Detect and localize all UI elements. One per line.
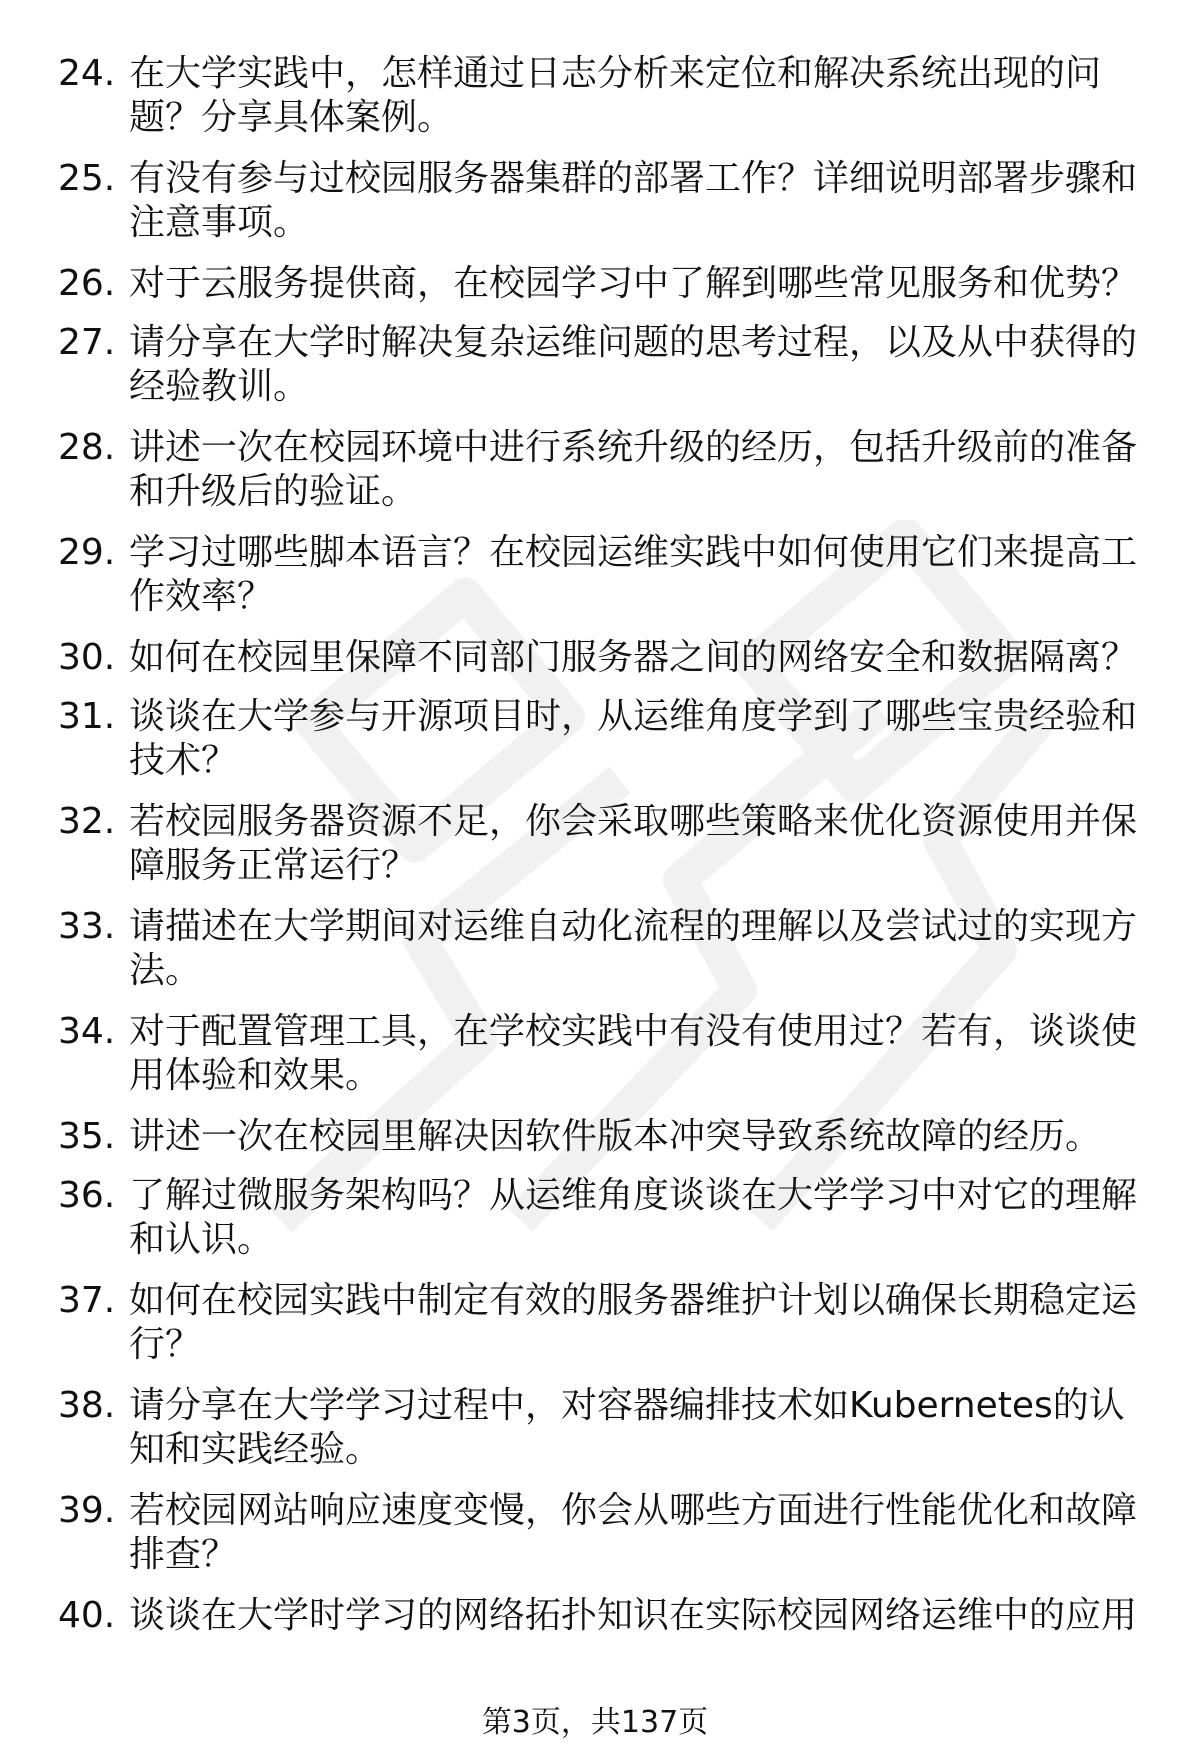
question-text: 如何在校园实践中制定有效的服务器维护计划以确保长期稳定运行？ xyxy=(129,1280,1138,1365)
question-number: 39. xyxy=(58,1490,116,1531)
question-number: 34. xyxy=(58,1011,116,1052)
question-number: 25. xyxy=(58,158,116,199)
question-item xyxy=(0,1594,1190,1638)
question-number: 40. xyxy=(58,1595,116,1636)
question-text: 谈谈在大学参与开源项目时，从运维角度学到了哪些宝贵经验和技术？ xyxy=(129,696,1138,781)
question-text: 若校园服务器资源不足，你会采取哪些策略来优化资源使用并保障服务正常运行？ xyxy=(129,801,1138,886)
question-text: 若校园网站响应速度变慢，你会从哪些方面进行性能优化和故障排查？ xyxy=(129,1490,1138,1575)
question-number: 37. xyxy=(58,1280,116,1321)
question-item xyxy=(0,1279,1190,1367)
question-text: 有没有参与过校园服务器集群的部署工作？详细说明部署步骤和注意事项。 xyxy=(129,158,1138,243)
question-number: 35. xyxy=(58,1116,116,1157)
question-number: 36. xyxy=(58,1175,116,1216)
question-item xyxy=(0,1115,1190,1159)
question-text: 学习过哪些脚本语言？在校园运维实践中如何使用它们来提高工作效率？ xyxy=(129,532,1138,617)
question-number: 24. xyxy=(58,53,116,94)
question-text: 请分享在大学时解决复杂运维问题的思考过程，以及从中获得的经验教训。 xyxy=(129,322,1138,407)
question-item xyxy=(0,1010,1190,1098)
question-item xyxy=(0,321,1190,409)
question-item xyxy=(0,1489,1190,1577)
question-item xyxy=(0,426,1190,514)
question-number: 28. xyxy=(58,427,116,468)
question-item xyxy=(0,1174,1190,1262)
question-item xyxy=(0,1384,1190,1472)
question-text: 讲述一次在校园里解决因软件版本冲突导致系统故障的经历。 xyxy=(129,1116,1102,1157)
question-number: 32. xyxy=(58,801,116,842)
question-text: 讲述一次在校园环境中进行系统升级的经历，包括升级前的准备和升级后的验证。 xyxy=(129,427,1138,512)
question-number: 31. xyxy=(58,696,116,737)
question-number: 29. xyxy=(58,532,116,573)
question-item xyxy=(0,52,1190,140)
question-list xyxy=(0,52,1190,1638)
question-item xyxy=(0,262,1190,306)
question-number: 38. xyxy=(58,1385,116,1426)
page-footer: 第3页，共137页 xyxy=(481,1705,709,1740)
question-text: 在大学实践中，怎样通过日志分析来定位和解决系统出现的问题？分享具体案例。 xyxy=(129,53,1102,138)
question-item xyxy=(0,800,1190,888)
question-text: 对于云服务提供商，在校园学习中了解到哪些常见服务和优势？ xyxy=(129,263,1138,304)
question-number: 33. xyxy=(58,906,116,947)
question-text: 请分享在大学学习过程中，对容器编排技术如Kubernetes的认知和实践经验。 xyxy=(129,1385,1125,1470)
question-item xyxy=(0,695,1190,783)
question-number: 26. xyxy=(58,263,116,304)
question-item xyxy=(0,157,1190,245)
question-item xyxy=(0,905,1190,993)
question-text: 请描述在大学期间对运维自动化流程的理解以及尝试过的实现方法。 xyxy=(129,906,1138,991)
question-text: 了解过微服务架构吗？从运维角度谈谈在大学学习中对它的理解和认识。 xyxy=(129,1175,1138,1260)
question-text: 如何在校园里保障不同部门服务器之间的网络安全和数据隔离？ xyxy=(129,637,1138,678)
question-text: 对于配置管理工具，在学校实践中有没有使用过？若有，谈谈使用体验和效果。 xyxy=(129,1011,1138,1096)
question-text: 谈谈在大学时学习的网络拓扑知识在实际校园网络运维中的应用 xyxy=(129,1595,1138,1636)
question-number: 27. xyxy=(58,322,116,363)
question-item xyxy=(0,531,1190,619)
question-item xyxy=(0,636,1190,680)
question-number: 30. xyxy=(58,637,116,678)
